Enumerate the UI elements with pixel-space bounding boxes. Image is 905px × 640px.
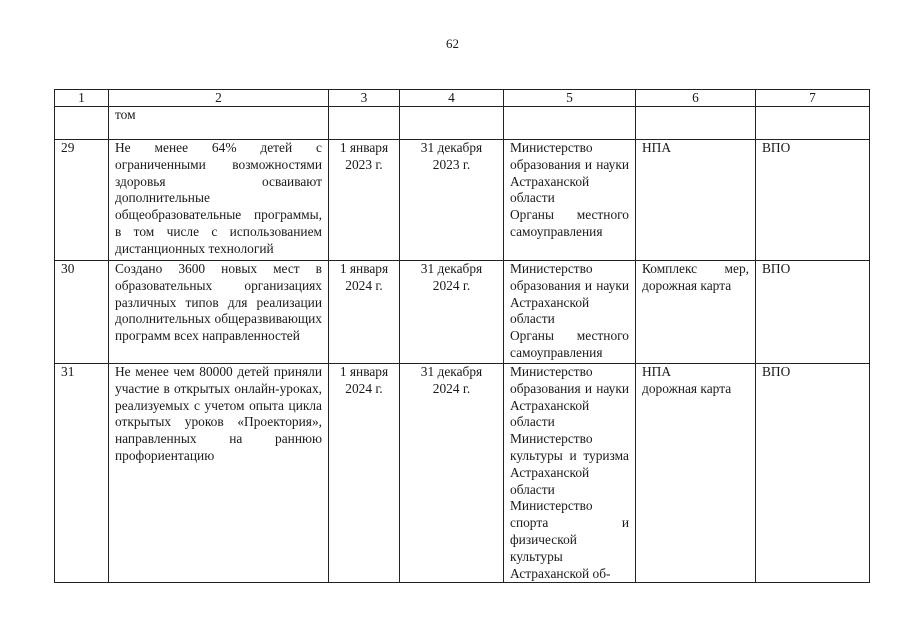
measure-text: Создано 3600 новых мест в образовательных организациях различных типов для реализации дополнительных общеразвивающих программ всех направленностей: [109, 261, 329, 364]
col-header-5: 5: [504, 90, 636, 107]
control-type: ВПО: [756, 261, 870, 364]
end-date: [400, 261, 504, 364]
result-item: дорожная карта: [642, 380, 732, 396]
col-header-6: 6: [636, 90, 756, 107]
start-date-day: 1 января: [339, 261, 389, 276]
col-header-7: 7: [756, 90, 870, 107]
executor-item: Министерство образования и науки Астраханской области: [510, 140, 629, 206]
executor-item: Министерство образования и науки Астраханской области: [510, 364, 629, 430]
start-date: [329, 364, 400, 583]
executor-item: Органы местного самоуправления: [510, 328, 629, 360]
start-date: [329, 261, 400, 364]
result-type: Комплекс мер, дорожная карта: [636, 261, 756, 364]
start-date-day: 1 января: [339, 364, 389, 379]
result-item: НПА: [642, 364, 672, 379]
plan-table: [54, 89, 870, 583]
executor-item: Министерство спорта и физической культуры Астраханской об-: [510, 498, 629, 581]
executor-item: Министерство образования и науки Астраханской области: [510, 261, 629, 327]
table-row: [55, 364, 870, 583]
start-date-year: 2023 г.: [345, 156, 383, 172]
col-header-4: 4: [400, 90, 504, 107]
start-date-year: 2024 г.: [345, 277, 383, 293]
end-date-year: 2024 г.: [432, 277, 471, 293]
measure-text: Не менее 64% детей с ограниченными возможностями здоровья осваивают дополнительные общеобразовательные программы, в том числе с использованием дистанционных технологий: [109, 140, 329, 261]
table-row: [55, 140, 870, 261]
start-date-day: 1 января: [339, 140, 389, 155]
row-number: 29: [55, 140, 109, 261]
result-type: [636, 364, 756, 583]
page-number: 62: [446, 36, 459, 51]
row-number: 30: [55, 261, 109, 364]
cell-num: [55, 107, 109, 140]
start-date-year: 2024 г.: [345, 380, 383, 396]
end-date-day: 31 декабря: [420, 261, 483, 276]
row-number: 31: [55, 364, 109, 583]
executor-item: Министерство культуры и туризма Астраханской области: [510, 431, 629, 497]
end-date-year: 2023 г.: [432, 156, 471, 172]
executors: [504, 261, 636, 364]
end-date: [400, 140, 504, 261]
result-type: НПА: [636, 140, 756, 261]
col-header-2: 2: [109, 90, 329, 107]
executor-item: Органы местного самоуправления: [510, 207, 629, 239]
continuation-row: [55, 107, 870, 140]
executors: [504, 364, 636, 583]
start-date: [329, 140, 400, 261]
end-date-year: 2024 г.: [432, 380, 471, 396]
end-date: [400, 364, 504, 583]
control-type: ВПО: [756, 364, 870, 583]
col-header-3: 3: [329, 90, 400, 107]
control-type: ВПО: [756, 140, 870, 261]
header-row: [55, 90, 870, 107]
measure-text: Не менее чем 80000 детей приняли участие в открытых онлайн-уроках, реализуемых с учетом опыта цикла открытых уроков «Проектория», направленных на раннюю профориентацию: [109, 364, 329, 583]
end-date-day: 31 декабря: [420, 364, 483, 379]
end-date-day: 31 декабря: [420, 140, 483, 155]
col-header-1: 1: [55, 90, 109, 107]
table-row: [55, 261, 870, 364]
continuation-text: том: [109, 107, 329, 140]
executors: [504, 140, 636, 261]
